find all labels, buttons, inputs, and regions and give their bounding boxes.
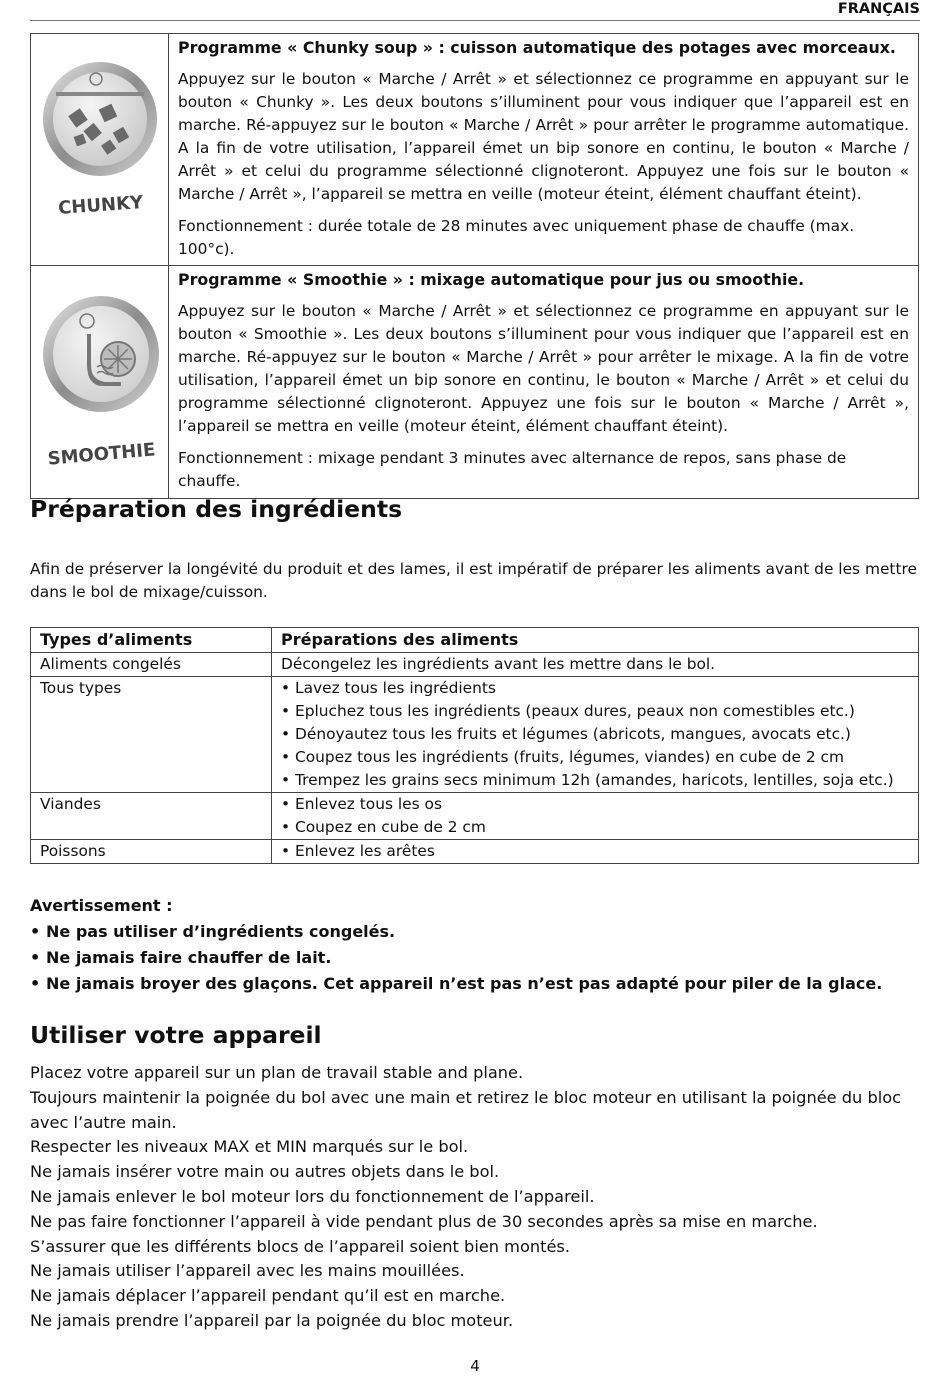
chunky-icon-label: CHUNKY	[57, 192, 144, 219]
smoothie-icon-cell	[31, 266, 169, 499]
usage-line: Ne pas faire fonctionner l’appareil à vide pendant plus de 30 secondes après sa mise en marche.	[30, 1211, 818, 1231]
programs-table	[30, 33, 919, 499]
usage-line: Ne jamais utiliser l’appareil avec les mains mouillées.	[30, 1261, 465, 1281]
table-row	[31, 653, 919, 677]
list-item: • Coupez tous les ingrédients (fruits, légumes, viandes) en cube de 2 cm	[281, 746, 909, 769]
column-header-preparations: Préparations des aliments	[272, 628, 919, 653]
program-row-smoothie	[31, 266, 919, 499]
column-header-types: Types d’aliments	[31, 628, 272, 653]
smoothie-text-cell	[169, 266, 919, 499]
usage-line: Toujours maintenir la poignée du bol avec une main et retirez le bloc moteur en utilisant la poignée du bloc avec l’autre main.	[30, 1087, 902, 1132]
usage-instructions	[30, 1061, 919, 1334]
chunky-title: Programme « Chunky soup » : cuisson automatique des potages avec morceaux.	[178, 38, 896, 57]
warning-item: • Ne jamais faire chauffer de lait.	[30, 945, 882, 971]
list-item: • Enlevez les arêtes	[281, 840, 909, 863]
warning-block	[30, 893, 882, 997]
chunky-function: Fonctionnement : durée totale de 28 minutes avec uniquement phase de chauffe (max. 100°c).	[178, 217, 855, 258]
usage-line: Ne jamais insérer votre main ou autres objets dans le bol.	[30, 1162, 500, 1182]
warning-item: • Ne jamais broyer des glaçons. Cet appareil n’est pas n’est pas adapté pour piler de la glace.	[30, 971, 882, 997]
smoothie-function: Fonctionnement : mixage pendant 3 minutes avec alternance de repos, sans phase de chauffe.	[178, 449, 847, 490]
chunky-text-cell	[169, 34, 919, 266]
preparation-intro: Afin de préserver la longévité du produit et des lames, il est impératif de préparer les aliments avant de les mettre dans le bol de mixage/cuisson.	[30, 560, 917, 601]
table-row	[31, 840, 919, 864]
list-item: • Enlevez tous les os	[281, 793, 909, 816]
warning-item: • Ne pas utiliser d’ingrédients congelés.	[30, 919, 882, 945]
smoothie-description: Appuyez sur le bouton « Marche / Arrêt » et sélectionnez ce programme en appuyant sur le bouton « Smoothie ». Les deux boutons s’illuminent pour vous indiquer que l’appareil est en marche. Ré-appuyez sur le bouton « Marche / Arrêt » pour arrêter le mixage. A la fin de votre utilisation, l’appareil émet un bip sonore en continu, le bouton « Marche / Arrêt » et celui du programme sélectionné clignoteront. Appuyez une fois sur le bouton « Marche / Arrêt », l’appareil se mettra en veille (moteur éteint, élément chauffant éteint).	[178, 302, 909, 435]
language-label: FRANÇAIS	[837, 1, 920, 17]
smoothie-icon-label: SMOOTHIE	[46, 439, 157, 470]
preparation-list	[272, 677, 919, 793]
usage-heading: Utiliser votre appareil	[30, 1021, 322, 1049]
chunky-description: Appuyez sur le bouton « Marche / Arrêt » et sélectionnez ce programme en appuyant sur le bouton « Chunky ». Les deux boutons s’illuminent pour vous indiquer que l’appareil est en marche. Ré-appuyez sur le bouton « Marche / Arrêt » pour arrêter le programme automatique. A la fin de votre utilisation, l’appareil émet un bip sonore en continu, le bouton « Marche / Arrêt » et celui du programme sélectionné clignoteront. Appuyez une fois sur le bouton « Marche / Arrêt », l’appareil se mettra en veille (moteur éteint, élément chauffant éteint).	[178, 70, 909, 203]
table-row	[31, 793, 919, 840]
chunky-icon-cell	[31, 34, 169, 266]
usage-line: Ne jamais prendre l’appareil par la poignée du bloc moteur.	[30, 1310, 514, 1330]
usage-line: Respecter les niveaux MAX et MIN marqués sur le bol.	[30, 1137, 469, 1157]
preparation-list	[272, 840, 919, 864]
usage-line: Ne jamais enlever le bol moteur lors du fonctionnement de l’appareil.	[30, 1186, 595, 1206]
preparation-text: Décongelez les ingrédients avant les mettre dans le bol.	[272, 653, 919, 677]
page-number: 4	[470, 1357, 480, 1375]
usage-line: Ne jamais déplacer l’appareil pendant qu’il est en marche.	[30, 1286, 506, 1306]
preparation-table	[30, 627, 919, 864]
usage-line: Placez votre appareil sur un plan de travail stable and plane.	[30, 1063, 524, 1082]
food-type: Viandes	[31, 793, 272, 840]
header-rule	[30, 20, 920, 21]
list-item: • Trempez les grains secs minimum 12h (amandes, haricots, lentilles, soja etc.)	[281, 769, 909, 792]
list-item: • Coupez en cube de 2 cm	[281, 816, 909, 839]
list-item: • Lavez tous les ingrédients	[281, 677, 909, 700]
list-item: • Dénoyautez tous les fruits et légumes (abricots, mangues, avocats etc.)	[281, 723, 909, 746]
warning-title: Avertissement :	[30, 896, 173, 915]
program-row-chunky	[31, 34, 919, 266]
preparation-list	[272, 793, 919, 840]
table-row	[31, 677, 919, 793]
food-type: Tous types	[31, 677, 272, 793]
smoothie-title: Programme « Smoothie » : mixage automatique pour jus ou smoothie.	[178, 270, 805, 289]
food-type: Aliments congelés	[31, 653, 272, 677]
list-item: • Epluchez tous les ingrédients (peaux dures, peaux non comestibles etc.)	[281, 700, 909, 723]
usage-line: S’assurer que les différents blocs de l’appareil soient bien montés.	[30, 1236, 570, 1256]
preparation-heading: Préparation des ingrédients	[30, 495, 403, 523]
food-type: Poissons	[31, 840, 272, 864]
chunky-program-icon	[31, 34, 168, 241]
table-header-row	[31, 628, 919, 653]
smoothie-program-icon	[31, 266, 168, 491]
